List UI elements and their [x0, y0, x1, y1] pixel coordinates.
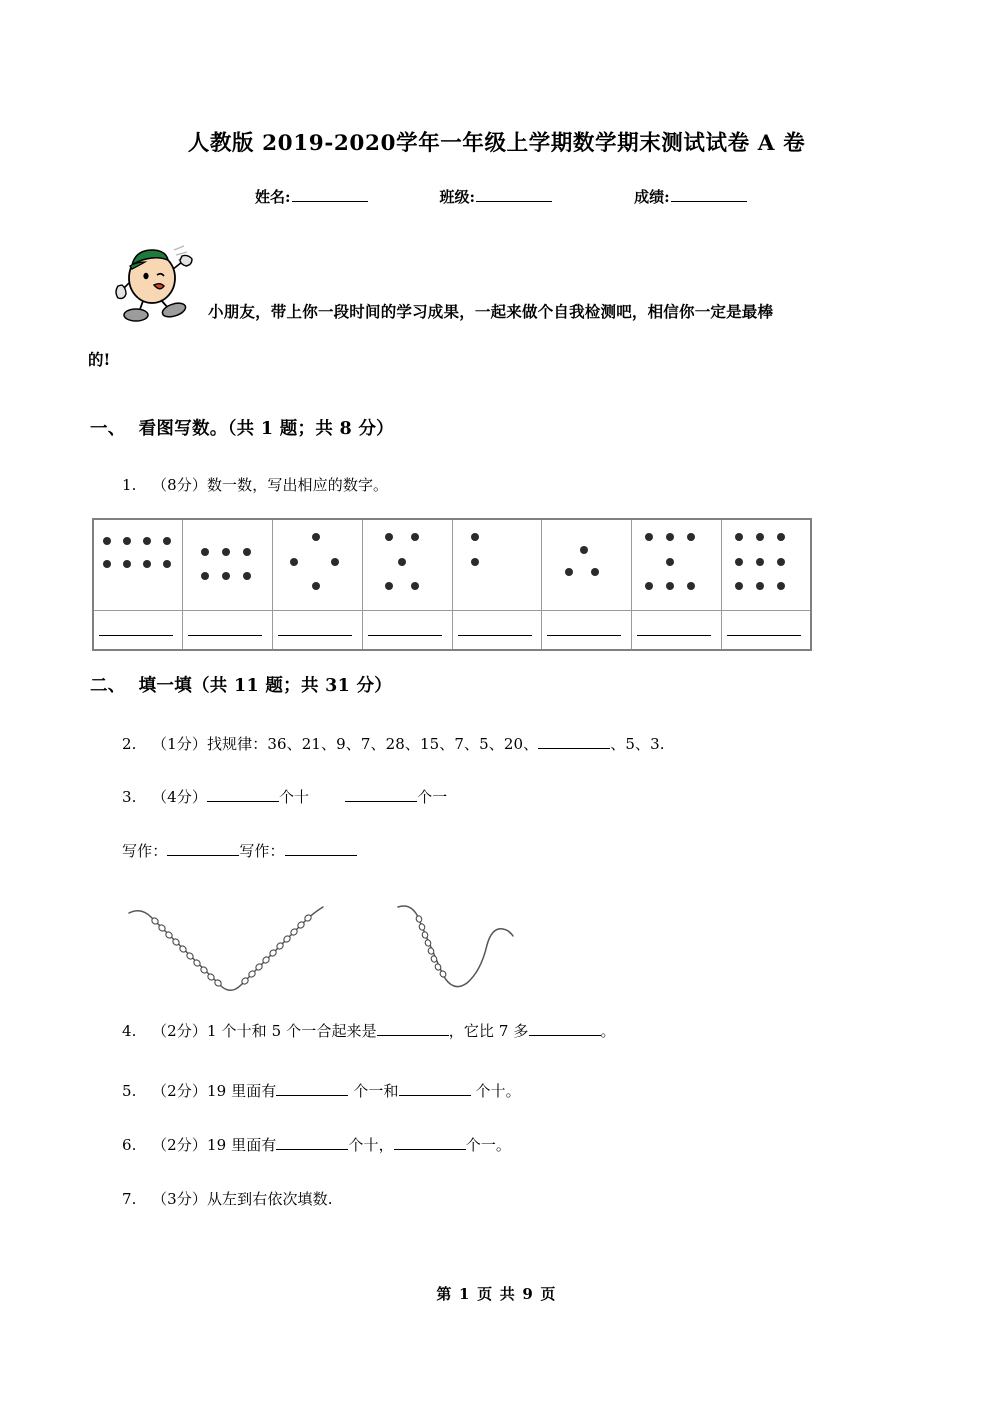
score-field[interactable] [634, 186, 747, 207]
question-3-write-label-2: 写作： [239, 842, 285, 860]
dot-cell-3 [273, 519, 363, 611]
identity-row [255, 186, 775, 207]
dot-pattern-3 [542, 520, 631, 610]
score-blank[interactable] [671, 188, 747, 202]
answer-blank-3[interactable] [278, 635, 352, 636]
question-5-blank-1[interactable] [276, 1082, 348, 1096]
question-4 [122, 1020, 616, 1041]
question-4-part1: 1 个十和 5 个一合起来是 [206, 1022, 377, 1040]
section-2-title: 填一填（共 11 题；共 31 分） [138, 676, 393, 696]
answer-cell-1[interactable] [93, 611, 183, 651]
question-3-write-row [122, 840, 357, 861]
question-5-part3: 个十。 [470, 1082, 521, 1100]
question-5-part2: 个一和 [348, 1082, 399, 1100]
dot-cell-8 [721, 519, 811, 611]
dot-pattern-6 [183, 520, 272, 610]
dot-pattern-5 [363, 520, 452, 610]
dot-pattern-7 [632, 520, 721, 610]
question-4-part2: ，它比 7 多 [448, 1022, 529, 1040]
name-label: 姓名: [255, 188, 291, 206]
answer-cell-3[interactable] [273, 611, 363, 651]
bead-string-illustrations [115, 893, 535, 1008]
question-6-part2: 个十， [348, 1136, 394, 1154]
section-header-2 [90, 672, 392, 697]
question-6-score: （2分） [152, 1136, 207, 1154]
question-4-blank-1[interactable] [377, 1022, 449, 1036]
dot-cell-7 [632, 519, 722, 611]
question-3-score: （4分） [152, 788, 207, 806]
answer-cell-6[interactable] [542, 611, 632, 651]
question-2-blank[interactable] [538, 735, 610, 749]
dot-count-table [92, 518, 812, 651]
answer-cell-2[interactable] [183, 611, 273, 651]
question-1-score: （8分） [152, 476, 207, 494]
question-3-write-blank-1[interactable] [167, 842, 239, 856]
question-4-number: 4. [122, 1022, 137, 1040]
question-1-number: 1. [122, 476, 137, 494]
bead-string-u-shape-icon [398, 906, 513, 987]
answer-cell-4[interactable] [362, 611, 452, 651]
question-7-score: （3分） [152, 1190, 207, 1208]
question-7-number: 7. [122, 1190, 137, 1208]
dot-pattern-2 [453, 520, 542, 610]
answer-blank-4[interactable] [368, 635, 442, 636]
question-4-score: （2分） [152, 1022, 207, 1040]
class-label: 班级: [439, 188, 476, 206]
question-3-unit-ones: 个一 [417, 788, 448, 806]
question-3-blank-tens[interactable] [207, 788, 279, 802]
question-6-blank-2[interactable] [394, 1136, 466, 1150]
dot-cell-5 [452, 519, 542, 611]
question-3-blank-ones[interactable] [345, 788, 417, 802]
table-row-dots [93, 519, 811, 611]
dot-cell-2 [183, 519, 273, 611]
class-field[interactable] [440, 186, 553, 207]
question-3-unit-tens: 个十 [278, 788, 310, 806]
section-1-number: 一、 [90, 419, 126, 439]
question-6-part1: 19 里面有 [206, 1136, 277, 1154]
answer-blank-5[interactable] [458, 635, 532, 636]
dot-cell-1 [93, 519, 183, 611]
question-6-number: 6. [122, 1136, 137, 1154]
question-2-text-after: 、5、3. [610, 735, 665, 753]
answer-blank-6[interactable] [547, 635, 621, 636]
answer-blank-7[interactable] [637, 635, 711, 636]
question-7 [122, 1188, 333, 1209]
answer-blank-8[interactable] [727, 635, 801, 636]
question-6-blank-1[interactable] [276, 1136, 348, 1150]
page-footer: 第 1 页 共 9 页 [436, 1285, 557, 1303]
dot-cell-4 [362, 519, 452, 611]
question-5-number: 5. [122, 1082, 137, 1100]
name-field[interactable] [255, 186, 368, 207]
section-2-number: 二、 [90, 676, 126, 696]
dot-pattern-8 [94, 520, 182, 610]
question-1 [122, 474, 388, 495]
question-2-text-before: 找规律：36、21、9、7、28、15、7、5、20、 [206, 735, 539, 753]
question-6-part3: 个一。 [465, 1136, 512, 1154]
question-3-number: 3. [122, 788, 137, 806]
question-3-write-label-1: 写作： [122, 842, 168, 860]
question-2 [122, 733, 665, 754]
dot-pattern-4 [273, 520, 362, 610]
answer-cell-8[interactable] [721, 611, 811, 651]
question-6 [122, 1134, 511, 1155]
intro-text-line2: 的! [88, 350, 111, 369]
question-2-score: （1分） [152, 735, 207, 753]
answer-cell-5[interactable] [452, 611, 542, 651]
class-blank[interactable] [476, 188, 552, 202]
page-title: 人教版 2019-2020学年一年级上学期数学期末测试试卷 A 卷 [187, 131, 806, 156]
score-label: 成绩: [634, 188, 670, 206]
dot-cell-6 [542, 519, 632, 611]
question-4-blank-2[interactable] [529, 1022, 601, 1036]
bead-string-v-shape-icon [129, 907, 323, 990]
question-5-score: （2分） [152, 1082, 207, 1100]
question-2-number: 2. [122, 735, 137, 753]
cartoon-boy-mascot-icon [112, 232, 198, 324]
question-5 [122, 1080, 521, 1101]
section-header-1 [90, 415, 394, 440]
answer-blank-2[interactable] [188, 635, 262, 636]
question-1-text: 数一数，写出相应的数字。 [206, 476, 389, 494]
name-blank[interactable] [292, 188, 368, 202]
question-3-write-blank-2[interactable] [285, 842, 357, 856]
answer-blank-1[interactable] [99, 635, 173, 636]
question-7-text: 从左到右依次填数. [206, 1190, 333, 1208]
question-5-part1: 19 里面有 [206, 1082, 277, 1100]
dot-pattern-9 [722, 520, 810, 610]
answer-cell-7[interactable] [632, 611, 722, 651]
question-4-part3: 。 [600, 1022, 616, 1040]
table-row-answers [93, 611, 811, 651]
question-5-blank-2[interactable] [399, 1082, 471, 1096]
question-3 [122, 786, 447, 807]
intro-text-line1: 小朋友，带上你一段时间的学习成果，一起来做个自我检测吧，相信你一定是最棒 [208, 302, 774, 321]
section-1-title: 看图写数。（共 1 题；共 8 分） [138, 419, 394, 439]
